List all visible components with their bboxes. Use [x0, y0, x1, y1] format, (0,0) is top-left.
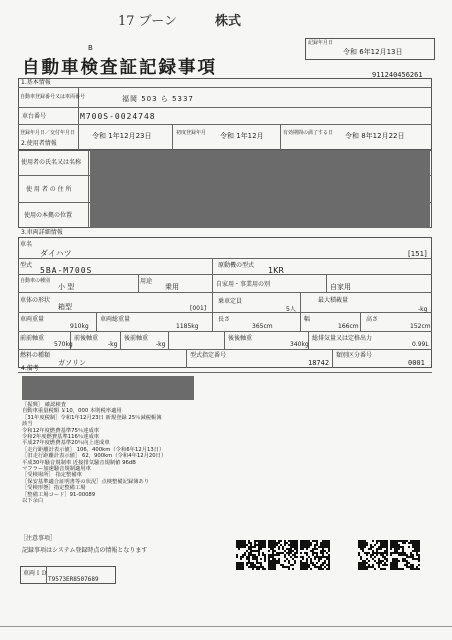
expiry-value: 令和 8年12月22日	[345, 132, 405, 140]
fuel-type-label: 燃料の種類	[20, 352, 51, 359]
rear-front-axle-label: 後前軸重	[124, 335, 149, 342]
height-label: 高さ	[366, 316, 379, 323]
user-section-label: 2.使用者情報	[21, 140, 57, 147]
notes-line: 令和12年度燃費基準75％達成車	[22, 427, 100, 434]
user-name-label: 使用者の氏名又は名称	[21, 159, 82, 166]
fuel-type-value: ガソリン	[58, 359, 86, 367]
notice-label: ［注意事項］	[20, 535, 57, 542]
notes-line: 該当	[22, 421, 33, 428]
registration-number-label: 自動車登録番号又は車両番号	[20, 94, 86, 100]
private-business-label: 自家用・事業用の別	[216, 281, 271, 288]
notes-line: 平成27年度燃費基準20％向上達成車	[22, 440, 110, 447]
max-load-label: 最大積載量	[318, 297, 349, 304]
notes-line: 平成30年騒音規制車 近接排気騒音規制値 96dB	[22, 459, 136, 466]
category-number-value: 0001	[408, 359, 425, 367]
registration-number-value: 福岡 503 ら 5337	[122, 95, 194, 103]
designation-number-label: 型式指定番号	[190, 352, 227, 359]
base-location-label: 使用の本拠の位置	[24, 212, 73, 219]
rear-rear-axle-value: 340kg	[290, 341, 309, 348]
capacity-value: 5人	[286, 306, 296, 313]
chassis-number-label: 車台番号	[22, 113, 47, 120]
model-label: 型式	[20, 262, 33, 269]
notes-line: ［整備工場コード］91-00089	[22, 491, 96, 498]
expiry-label: 有効期間の満了する日	[283, 130, 334, 136]
displacement-label: 総排気量又は定格出力	[312, 335, 373, 342]
displacement-value: 0.99L	[412, 341, 429, 348]
body-shape-code: [001]	[190, 305, 207, 312]
capacity-label: 乗車定員	[218, 298, 243, 305]
notes-redaction	[22, 376, 194, 400]
qr-code-4	[358, 540, 388, 570]
handwritten-note-left: 17 ブーン	[118, 14, 178, 29]
front-rear-axle-value: -kg	[108, 341, 118, 348]
notes-line: ［31年度税制］令和1年12月23日 新規登録 25％減税帳簿	[22, 414, 162, 421]
notes-line: ［受検形態］指定整備工場	[22, 485, 86, 492]
notice-text: 記録事項はシステム登録時点の情報となります	[22, 547, 148, 554]
first-year-value: 令和 1年12月	[220, 132, 264, 140]
rear-front-axle-value: -kg	[156, 341, 166, 348]
vehicle-section-label: 3.車両詳細情報	[21, 229, 63, 236]
scan-edge-line	[0, 626, 452, 627]
category-number-label: 類別区分番号	[336, 352, 373, 359]
b-mark: B	[88, 44, 93, 52]
vehicle-weight-value: 910kg	[70, 323, 89, 330]
gross-weight-value: 1185kg	[176, 323, 199, 330]
user-address-label: 使 用 者 の 住 所	[26, 186, 72, 193]
vehicle-id-value: T9573ER8507689	[48, 576, 99, 583]
gross-weight-label: 車両総重量	[100, 316, 131, 323]
make-label: 車名	[20, 241, 33, 248]
length-value: 365cm	[252, 323, 273, 330]
first-registration-value: 令和 1年12月23日	[92, 132, 152, 140]
private-business-value: 自家用	[330, 283, 351, 291]
width-label: 幅	[304, 316, 311, 323]
use-label: 用途	[140, 278, 153, 285]
qr-code-5	[390, 540, 420, 570]
engine-type-label: 原動機の型式	[218, 262, 255, 269]
handwritten-note-right: 株式	[215, 14, 242, 29]
width-value: 166cm	[338, 323, 359, 330]
notes-line: ［旧走行距離計表示値］ 62，900km（令和4年12月20日）	[22, 453, 167, 460]
notes-line: ［振興］ 確認検査	[22, 402, 67, 408]
notes-line: マフラー加速騒音規制適用車	[22, 466, 91, 473]
notes-line: ［保安基準適合証明書等の状況］点検整備記録簿あり	[22, 478, 150, 485]
designation-number-value: 18742	[308, 359, 330, 367]
redaction-block	[90, 150, 430, 228]
chassis-number-value: M700S-0024748	[80, 112, 156, 121]
qr-code-2	[268, 540, 298, 570]
engine-type-value: 1KR	[268, 266, 284, 275]
front-front-axle-label: 前前軸重	[20, 335, 45, 342]
first-registration-label: 登録年月日／交付年月日	[20, 130, 76, 136]
model-value: 5BA-M700S	[40, 266, 93, 275]
notes-line: ［受検場所］ 指定整備車	[22, 472, 82, 479]
front-front-axle-value: 570kg	[54, 341, 73, 348]
document-number: 911240456261	[372, 71, 423, 79]
qr-code-1	[236, 540, 266, 570]
record-date-value: 令和 6年12月13日	[343, 48, 403, 56]
notes-line: 自動車重量税額 ￥10，000 本則税率適用	[22, 408, 122, 415]
vehicle-type-label: 自動車の種別	[20, 278, 51, 284]
height-value: 152cm	[410, 323, 431, 330]
record-date-label: 記録年月日	[308, 40, 334, 46]
make-value: ダイハツ	[40, 249, 72, 258]
notes-line: ［走行距離計表示値］ 106，400km（令和6年12月13日）	[22, 446, 165, 453]
vehicle-type-value: 小 型	[58, 283, 75, 291]
rear-rear-axle-label: 後後軸重	[228, 335, 253, 342]
front-rear-axle-label: 前後軸重	[74, 335, 99, 342]
notes-section-label: 4.備考	[21, 365, 39, 372]
notes-list	[22, 402, 166, 505]
notes-line: 令和2年度燃費基準116％達成車	[22, 434, 100, 441]
body-shape-label: 車体の形状	[20, 297, 51, 304]
vehicle-id-label: 車両ＩＤ	[23, 570, 48, 577]
make-code: [151]	[408, 250, 427, 258]
length-label: 長さ	[218, 316, 231, 323]
basic-section-label: 1.基本情報	[21, 79, 51, 86]
page-title: 自動車検査証記録事項	[22, 58, 217, 78]
first-year-label: 初度登録年月	[176, 130, 207, 136]
max-load-value: -kg	[418, 306, 428, 313]
qr-code-3	[300, 540, 330, 570]
notes-line: 以下余白	[22, 498, 44, 505]
vehicle-weight-label: 車両重量	[20, 316, 45, 323]
body-shape-value: 箱型	[58, 303, 72, 311]
use-value: 乗用	[165, 283, 179, 291]
